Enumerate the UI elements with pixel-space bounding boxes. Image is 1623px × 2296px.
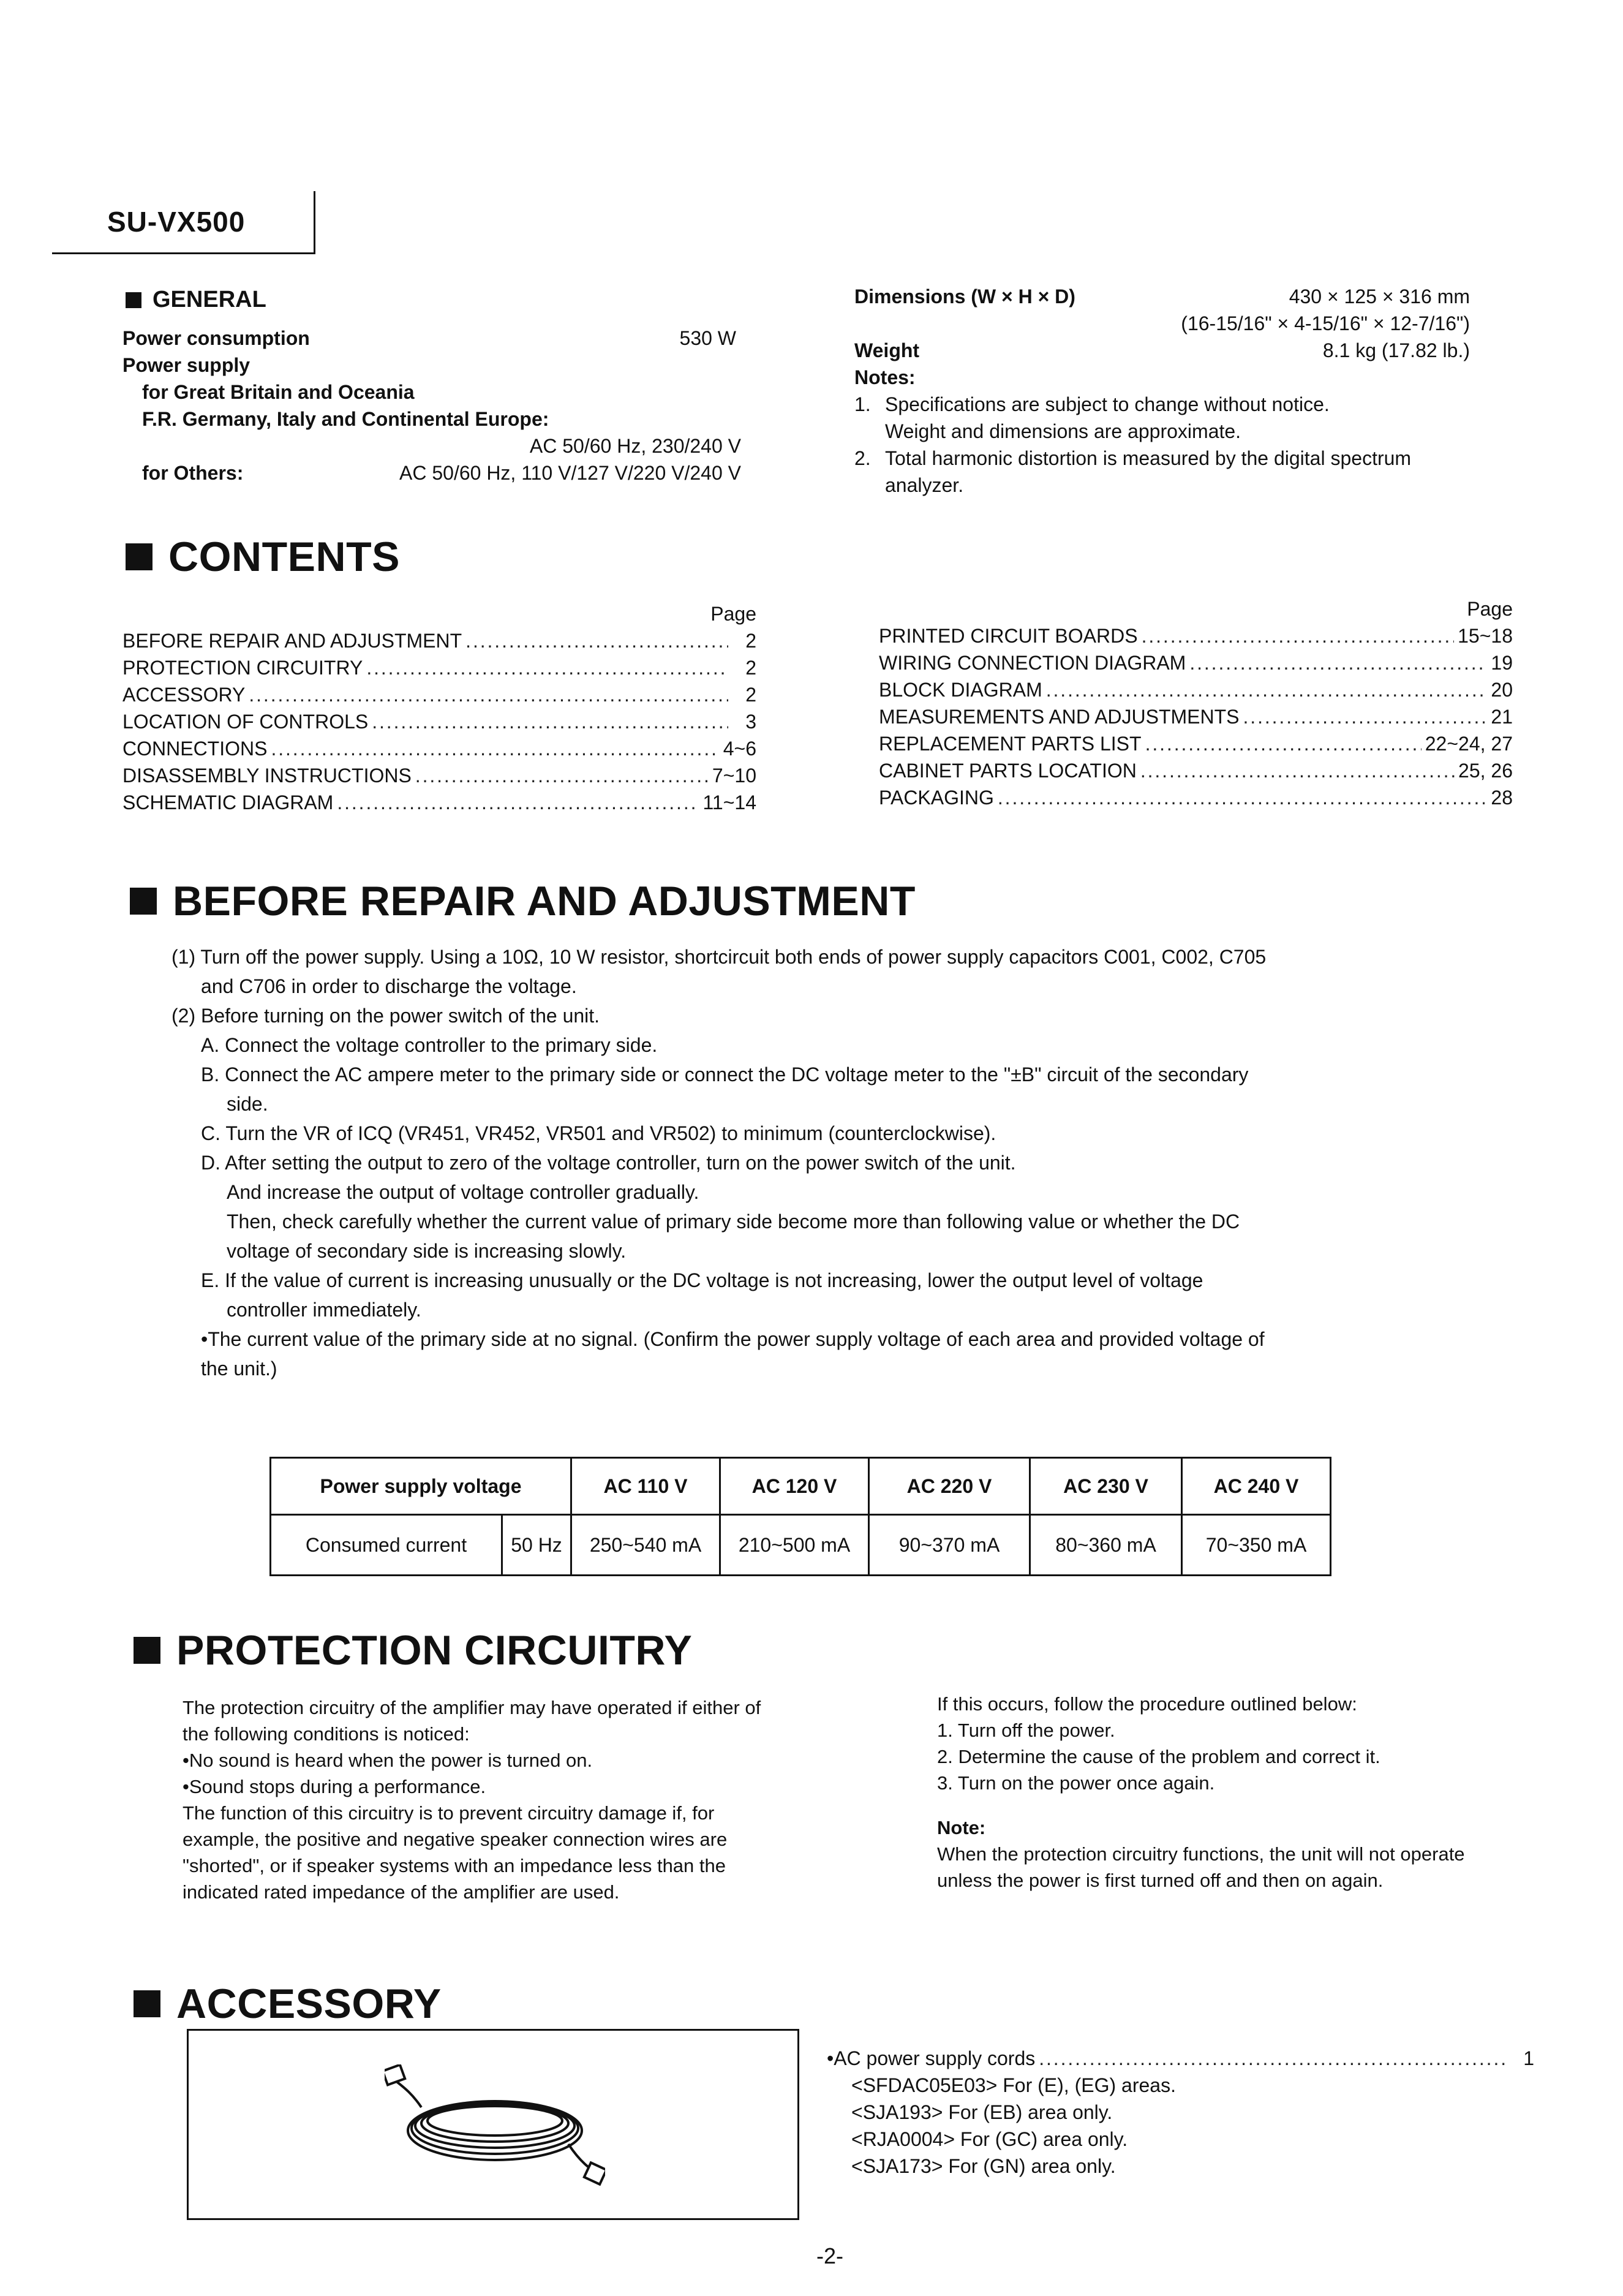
toc-entry <box>879 649 1513 676</box>
weight-value: 8.1 kg (17.82 lb.) <box>1322 339 1470 361</box>
toc-entry-page: 4~6 <box>723 738 756 760</box>
toc-entry-label: MEASUREMENTS AND ADJUSTMENTS <box>879 706 1240 728</box>
toc-entry-page: 20 <box>1491 679 1513 701</box>
toc-entry <box>122 708 756 735</box>
general-heading-text: GENERAL <box>153 287 266 312</box>
toc-entry-page: 2 <box>745 630 756 652</box>
procedure-line: D. After setting the output to zero of the voltage controller, turn on the power switch of the unit. <box>201 1152 1016 1174</box>
protection-text-line: the following conditions is noticed: <box>183 1723 470 1745</box>
contents-heading-text: CONTENTS <box>168 534 400 580</box>
toc-entry-label: CABINET PARTS LOCATION <box>879 760 1137 782</box>
protection-steps <box>937 1717 1525 1796</box>
contents-left-column <box>122 600 756 816</box>
leader-dots <box>337 789 699 816</box>
table-cell-current: 210~500 mA <box>720 1515 869 1576</box>
accessory-item <box>827 2045 1534 2072</box>
page-column-header: Page <box>1467 598 1513 620</box>
toc-entry-page: 19 <box>1491 652 1513 674</box>
leader-dots <box>249 681 728 708</box>
leader-dots <box>271 735 719 762</box>
protection-note-line: unless the power is first turned off and then on again. <box>937 1870 1384 1891</box>
general-specs-right <box>854 283 1470 499</box>
accessory-image-box <box>187 2029 799 2220</box>
protection-text-line: •Sound stops during a performance. <box>183 1776 486 1797</box>
before-repair-procedure <box>171 942 1396 1383</box>
toc-entry-page: 2 <box>745 684 756 706</box>
eu-label: F.R. Germany, Italy and Continental Europe: <box>142 408 549 430</box>
toc-entry <box>122 762 756 789</box>
accessory-heading-text: ACCESSORY <box>176 1981 442 2027</box>
toc-entry-label: CONNECTIONS <box>122 738 268 760</box>
model-number: SU-VX500 <box>107 206 246 238</box>
protection-note-label: Note: <box>937 1817 986 1838</box>
power-consumption-label: Power consumption <box>122 327 310 349</box>
protection-text-line: The protection circuitry of the amplifier may have operated if either of <box>183 1697 761 1718</box>
toc-entry-label: BLOCK DIAGRAM <box>879 679 1042 701</box>
power-consumption-value: 530 W <box>679 327 736 349</box>
protection-heading <box>134 1626 692 1674</box>
procedure-line: B. Connect the AC ampere meter to the primary side or connect the DC voltage meter to the "±B" circuit of the secondary <box>201 1063 1249 1086</box>
notes-label: Notes: <box>854 366 916 388</box>
toc-entry-label: DISASSEMBLY INSTRUCTIONS <box>122 765 412 787</box>
procedure-line: and C706 in order to discharge the voltage. <box>201 975 577 997</box>
toc-entry <box>122 735 756 762</box>
before-repair-heading-text: BEFORE REPAIR AND ADJUSTMENT <box>173 878 916 924</box>
note-item: 1. Specifications are subject to change without notice. <box>854 393 1330 415</box>
leader-dots <box>1243 703 1485 730</box>
accessory-part: <RJA0004> For (GC) area only. <box>851 2128 1128 2150</box>
gb-label: for Great Britain and Oceania <box>142 381 415 403</box>
dimensions-inches: (16-15/16" × 4-15/16" × 12-7/16") <box>1181 312 1470 334</box>
protection-description <box>183 1694 856 1905</box>
procedure-line: the unit.) <box>201 1358 277 1380</box>
protection-text-line: The function of this circuitry is to prevent circuitry damage if, for <box>183 1802 715 1824</box>
toc-entry <box>879 730 1513 757</box>
accessory-part: <SJA173> For (GN) area only. <box>851 2155 1116 2177</box>
table-header-voltage: AC 120 V <box>720 1458 869 1515</box>
toc-entry-label: ACCESSORY <box>122 684 246 706</box>
toc-entry <box>879 784 1513 811</box>
table-row-label: Consumed current <box>271 1515 502 1576</box>
power-cord-icon <box>385 2064 605 2187</box>
leader-dots <box>1039 2045 1506 2072</box>
others-value: AC 50/60 Hz, 110 V/127 V/220 V/240 V <box>399 462 741 484</box>
toc-entry-label: LOCATION OF CONTROLS <box>122 711 369 733</box>
protection-note <box>937 1841 1525 1894</box>
table-cell-current: 70~350 mA <box>1182 1515 1331 1576</box>
others-label: for Others: <box>142 462 244 484</box>
leader-dots <box>1145 730 1422 757</box>
toc-entry-page: 21 <box>1491 706 1513 728</box>
protection-text-line: example, the positive and negative speaker connection wires are <box>183 1829 728 1850</box>
accessory-part-numbers <box>827 2072 1534 2180</box>
model-underline <box>52 252 315 254</box>
general-specs-left <box>122 325 741 486</box>
leader-dots <box>372 708 728 735</box>
protection-text-line: •No sound is heard when the power is turned on. <box>183 1750 593 1771</box>
power-supply-table <box>269 1457 1331 1576</box>
model-divider <box>314 191 315 254</box>
contents-heading <box>126 533 400 581</box>
accessory-part: <SJA193> For (EB) area only. <box>851 2101 1113 2123</box>
toc-entry-page: 7~10 <box>712 765 756 787</box>
procedure-line: (2) Before turning on the power switch of the unit. <box>171 1005 600 1027</box>
toc-entry-label: PROTECTION CIRCUITRY <box>122 657 363 679</box>
toc-entry-label: PRINTED CIRCUIT BOARDS <box>879 625 1138 647</box>
table-cell-current: 90~370 mA <box>869 1515 1030 1576</box>
procedure-line: •The current value of the primary side at no signal. (Confirm the power supply voltage of each area and provided voltage of <box>201 1328 1265 1350</box>
square-bullet-icon <box>134 1990 160 2017</box>
toc-entry-page: 3 <box>745 711 756 733</box>
weight-label: Weight <box>854 339 920 361</box>
procedure-line: voltage of secondary side is increasing slowly. <box>227 1240 627 1262</box>
table-header-voltage: AC 110 V <box>571 1458 720 1515</box>
procedure-line: C. Turn the VR of ICQ (VR451, VR452, VR501 and VR502) to minimum (counterclockwise). <box>201 1122 996 1144</box>
leader-dots <box>465 627 728 654</box>
toc-left-list <box>122 627 756 816</box>
protection-step: 3. Turn on the power once again. <box>937 1772 1215 1794</box>
notes-list <box>854 391 1470 499</box>
others-row <box>122 459 741 486</box>
note-item: Weight and dimensions are approximate. <box>885 420 1241 442</box>
leader-dots <box>1142 622 1455 649</box>
protection-text-line: "shorted", or if speaker systems with an impedance less than the <box>183 1855 726 1876</box>
table-header-voltage: AC 220 V <box>869 1458 1030 1515</box>
dimensions-row <box>854 283 1470 310</box>
note-item: analyzer. <box>885 474 964 496</box>
procedure-line: controller immediately. <box>227 1299 421 1321</box>
toc-entry-page: 2 <box>745 657 756 679</box>
toc-entry <box>879 757 1513 784</box>
procedure-line: A. Connect the voltage controller to the primary side. <box>201 1034 658 1056</box>
note-item: 2. Total harmonic distortion is measured by the digital spectrum <box>854 447 1412 469</box>
toc-entry-label: PACKAGING <box>879 787 994 809</box>
before-repair-heading <box>130 877 916 925</box>
accessory-item-label: •AC power supply cords <box>827 2047 1036 2069</box>
table-cell-current: 250~540 mA <box>571 1515 720 1576</box>
toc-entry <box>122 681 756 708</box>
weight-row <box>854 337 1470 364</box>
square-bullet-icon <box>126 292 141 308</box>
leader-dots <box>366 654 728 681</box>
procedure-line: Then, check carefully whether the current value of primary side become more than following value or whether the DC <box>227 1210 1240 1233</box>
toc-entry <box>879 622 1513 649</box>
toc-entry-page: 25, 26 <box>1458 760 1513 782</box>
leader-dots <box>1189 649 1485 676</box>
square-bullet-icon <box>134 1637 160 1664</box>
table-header-row <box>271 1458 1331 1515</box>
toc-entry <box>879 676 1513 703</box>
accessory-item-qty: 1 <box>1523 2047 1534 2069</box>
toc-entry <box>122 654 756 681</box>
toc-entry-page: 15~18 <box>1458 625 1513 647</box>
toc-entry <box>122 789 756 816</box>
page-number: -2- <box>816 2243 843 2268</box>
protection-procedure <box>937 1691 1525 1894</box>
dimensions-value: 430 × 125 × 316 mm <box>1289 285 1470 308</box>
toc-entry-label: WIRING CONNECTION DIAGRAM <box>879 652 1186 674</box>
toc-entry <box>122 627 756 654</box>
procedure-line: E. If the value of current is increasing unusually or the DC voltage is not increasing, lower the output level of voltage <box>201 1269 1203 1291</box>
table-header-label: Power supply voltage <box>271 1458 571 1515</box>
accessory-list <box>827 2045 1534 2180</box>
protection-text-line: indicated rated impedance of the amplifier are used. <box>183 1881 620 1903</box>
accessory-heading <box>134 1980 442 2028</box>
toc-entry-page: 28 <box>1491 787 1513 809</box>
square-bullet-icon <box>126 543 153 570</box>
power-consumption-row <box>122 325 741 352</box>
toc-entry-page: 22~24, 27 <box>1425 733 1513 755</box>
page-column-header: Page <box>710 603 756 625</box>
leader-dots <box>998 784 1485 811</box>
toc-entry-label: REPLACEMENT PARTS LIST <box>879 733 1142 755</box>
protection-intro: If this occurs, follow the procedure outlined below: <box>937 1693 1357 1715</box>
contents-right-column <box>879 595 1513 811</box>
eu-value: AC 50/60 Hz, 230/240 V <box>529 435 741 457</box>
toc-entry-page: 11~14 <box>702 791 756 814</box>
power-supply-label: Power supply <box>122 354 250 376</box>
leader-dots <box>1046 676 1485 703</box>
procedure-line: And increase the output of voltage controller gradually. <box>227 1181 699 1203</box>
table-header-voltage: AC 230 V <box>1030 1458 1182 1515</box>
square-bullet-icon <box>130 888 157 915</box>
dimensions-label: Dimensions (W × H × D) <box>854 285 1075 308</box>
protection-step: 2. Determine the cause of the problem and correct it. <box>937 1746 1380 1767</box>
leader-dots <box>1140 757 1455 784</box>
protection-step: 1. Turn off the power. <box>937 1720 1115 1741</box>
table-cell-current: 80~360 mA <box>1030 1515 1182 1576</box>
procedure-line: (1) Turn off the power supply. Using a 10Ω, 10 W resistor, shortcircuit both ends of power supply capacitors C001, C002, C705 <box>171 946 1267 968</box>
power-supply-table-wrap <box>269 1457 1331 1576</box>
procedure-line: side. <box>227 1093 268 1115</box>
table-row <box>271 1515 1331 1576</box>
protection-heading-text: PROTECTION CIRCUITRY <box>176 1627 693 1674</box>
leader-dots <box>415 762 709 789</box>
general-heading <box>126 287 266 313</box>
accessory-part: <SFDAC05E03> For (E), (EG) areas. <box>851 2074 1176 2096</box>
table-header-voltage: AC 240 V <box>1182 1458 1331 1515</box>
toc-entry <box>879 703 1513 730</box>
toc-right-list <box>879 622 1513 811</box>
toc-entry-label: BEFORE REPAIR AND ADJUSTMENT <box>122 630 462 652</box>
protection-note-line: When the protection circuitry functions, the unit will not operate <box>937 1843 1465 1865</box>
toc-entry-label: SCHEMATIC DIAGRAM <box>122 791 334 814</box>
table-frequency: 50 Hz <box>502 1515 571 1576</box>
